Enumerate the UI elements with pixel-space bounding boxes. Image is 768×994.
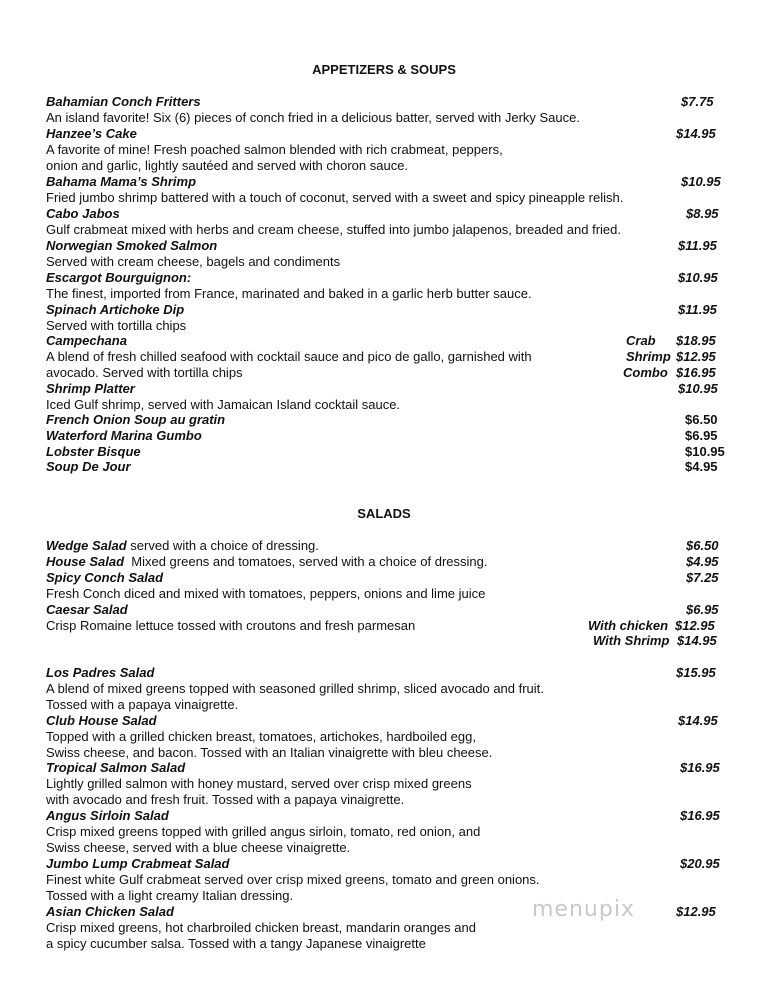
item-desc: a spicy cucumber salsa. Tossed with a tangy Japanese vinaigrette [46,936,426,951]
item-name: Cabo Jabos [46,206,120,221]
item-price: $16.95 [680,808,720,823]
item-desc: An island favorite! Six (6) pieces of conch fried in a delicious batter, served with Jerky Sauce. [46,110,580,125]
item-name: Asian Chicken Salad [46,904,174,919]
item-desc: with avocado and fresh fruit. Tossed with a papaya vinaigrette. [46,792,405,807]
item-desc: Served with tortilla chips [46,318,187,333]
item-name: Hanzee’s Cake [46,126,137,141]
section-heading-appetizers: APPETIZERS & SOUPS [312,62,456,77]
item-desc: Lightly grilled salmon with honey mustard, served over crisp mixed greens [46,776,472,791]
item-desc: avocado. Served with tortilla chips [46,365,243,380]
item-name: Caesar Salad [46,602,128,617]
item-name: Bahamian Conch Fritters [46,94,201,109]
item-name: Angus Sirloin Salad [46,808,169,823]
item-price: $10.95 [681,174,721,189]
item-desc: Iced Gulf shrimp, served with Jamaican Island cocktail sauce. [46,397,401,412]
item-price: $4.95 [685,459,718,474]
item-price: $6.95 [686,602,719,617]
item-price: $8.95 [686,206,719,221]
option-label: Shrimp [626,349,671,364]
item-price: $7.75 [681,94,714,109]
item-price: $15.95 [676,665,716,680]
option-price: $12.95 [675,618,715,633]
item-desc: Tossed with a papaya vinaigrette. [46,697,239,712]
item-line [46,538,319,554]
item-desc: onion and garlic, lightly sautéed and served with choron sauce. [46,158,409,173]
item-desc: served with a choice of dressing. [126,538,319,553]
item-name: Waterford Marina Gumbo [46,428,202,443]
item-price: $10.95 [685,444,725,459]
item-name: Lobster Bisque [46,444,141,459]
item-name: Escargot Bourguignon: [46,270,192,285]
item-name: Spicy Conch Salad [46,570,164,585]
item-price: $12.95 [676,904,716,919]
item-name: Shrimp Platter [46,381,135,396]
section-heading-salads: SALADS [357,506,411,521]
item-name: Jumbo Lump Crabmeat Salad [46,856,230,871]
item-name: House Salad [46,554,125,569]
item-price: $4.95 [686,554,719,569]
item-name: Campechana [46,333,127,348]
item-price: $11.95 [678,302,717,317]
item-price: $10.95 [678,381,718,396]
item-desc: Swiss cheese, and bacon. Tossed with an Italian vinaigrette with bleu cheese. [46,745,493,760]
item-desc: Crisp Romaine lettuce tossed with croutons and fresh parmesan [46,618,416,633]
item-name: Wedge Salad [46,538,127,553]
item-price: $11.95 [678,238,717,253]
item-price: $10.95 [678,270,718,285]
item-desc: Crisp mixed greens, hot charbroiled chicken breast, mandarin oranges and [46,920,476,935]
item-desc: A blend of mixed greens topped with seasoned grilled shrimp, sliced avocado and fruit. [46,681,544,696]
item-line [46,554,488,570]
item-name: Norwegian Smoked Salmon [46,238,218,253]
item-name: French Onion Soup au gratin [46,412,226,427]
item-desc: Served with cream cheese, bagels and condiments [46,254,341,269]
item-desc: Finest white Gulf crabmeat served over crisp mixed greens, tomato and green onions. [46,872,540,887]
item-price: $14.95 [676,126,716,141]
item-desc: A favorite of mine! Fresh poached salmon blended with rich crabmeat, peppers, [46,142,503,157]
item-desc: Fresh Conch diced and mixed with tomatoes, peppers, onions and lime juice [46,586,486,601]
item-price: $7.25 [686,570,719,585]
item-name: Soup De Jour [46,459,131,474]
item-price: $14.95 [678,713,718,728]
item-desc: A blend of fresh chilled seafood with cocktail sauce and pico de gallo, garnished with [46,349,532,364]
option-label: Combo [623,365,668,380]
item-price: $20.95 [680,856,720,871]
item-desc: The finest, imported from France, marinated and baked in a garlic herb butter sauce. [46,286,532,301]
item-price: $6.50 [685,412,718,427]
item-desc: Topped with a grilled chicken breast, tomatoes, artichokes, hardboiled egg, [46,729,476,744]
item-price: $6.50 [686,538,719,553]
watermark: menupix [532,897,635,922]
item-desc: Gulf crabmeat mixed with herbs and cream cheese, stuffed into jumbo jalapenos, breaded and fried. [46,222,621,237]
option-label: With chicken [588,618,669,633]
item-price: $16.95 [680,760,720,775]
option-label: Crab [626,333,656,348]
item-desc: Fried jumbo shrimp battered with a touch of coconut, served with a sweet and spicy pineapple relish. [46,190,624,205]
option-price: $14.95 [677,633,717,648]
item-name: Tropical Salmon Salad [46,760,186,775]
item-name: Los Padres Salad [46,665,155,680]
item-desc: Swiss cheese, served with a blue cheese vinaigrette. [46,840,351,855]
item-name: Spinach Artichoke Dip [46,302,185,317]
option-price: $16.95 [676,365,716,380]
item-name: Bahama Mama’s Shrimp [46,174,197,189]
item-name: Club House Salad [46,713,157,728]
option-label: With Shrimp [593,633,670,648]
item-price: $6.95 [685,428,718,443]
option-price: $12.95 [676,349,716,364]
option-price: $18.95 [676,333,716,348]
item-desc: Crisp mixed greens topped with grilled angus sirloin, tomato, red onion, and [46,824,481,839]
item-desc: Tossed with a light creamy Italian dressing. [46,888,294,903]
item-desc: Mixed greens and tomatoes, served with a choice of dressing. [124,554,488,569]
